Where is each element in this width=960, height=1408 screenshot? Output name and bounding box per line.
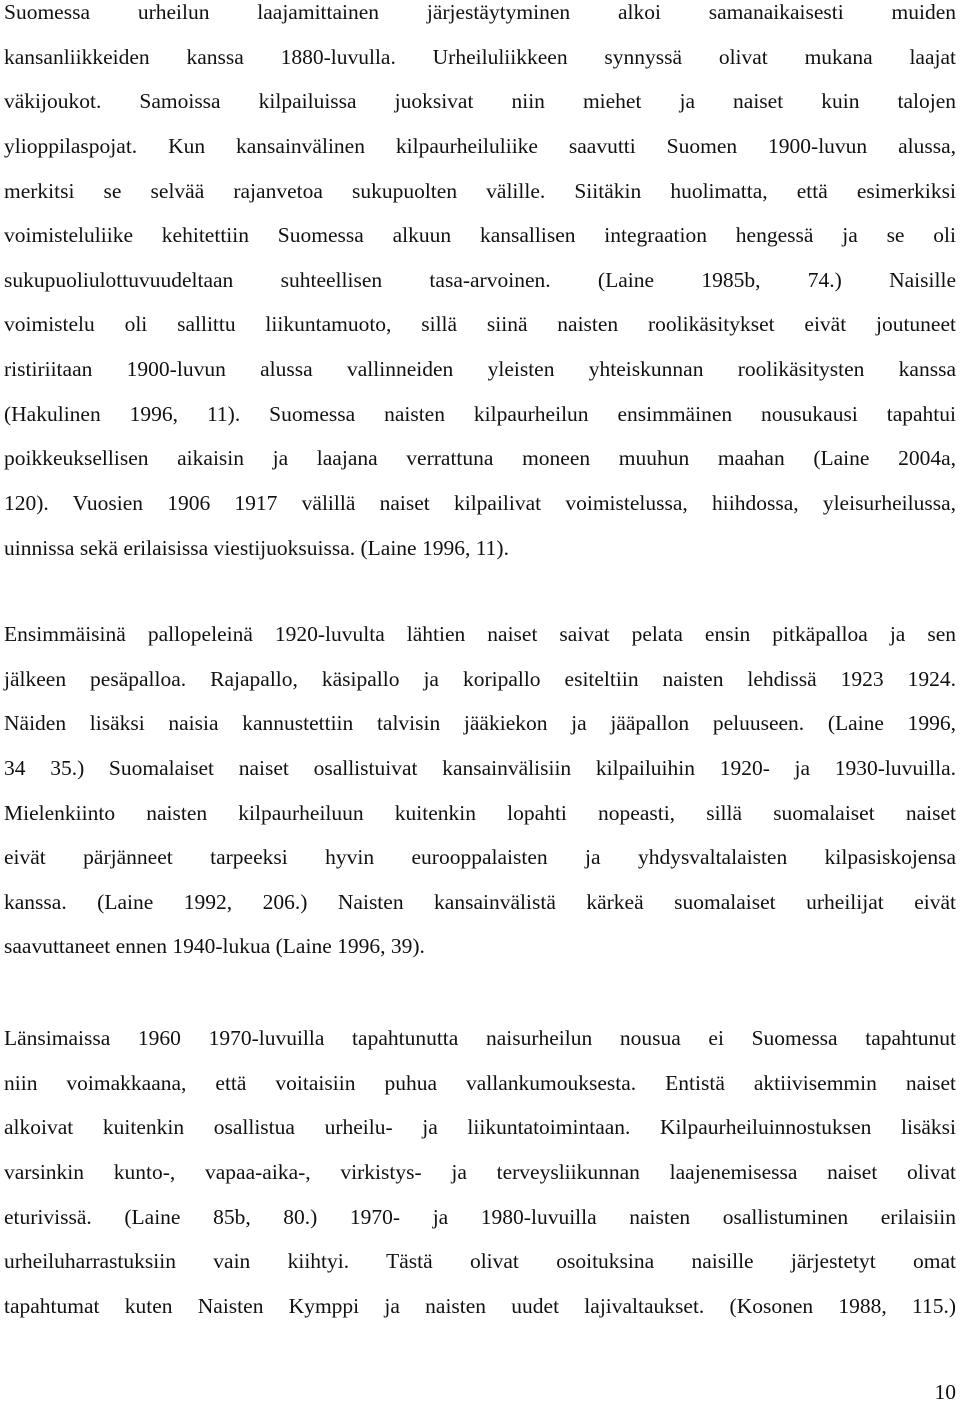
text-line: jälkeen pesäpalloa. Rajapallo, käsipallo ja koripallo esiteltiin naisten lehdissä 1923 1924.: [4, 666, 956, 691]
text-line: uinnissa sekä erilaisissa viestijuoksuissa. (Laine 1996, 11).: [4, 535, 509, 560]
text-line: saavuttaneet ennen 1940-lukua (Laine 1996, 39).: [4, 934, 425, 959]
text-line: eturivissä. (Laine 85b, 80.) 1970- ja 1980-luvuilla naisten osallistuminen erilaisiin: [4, 1204, 956, 1229]
text-line: Mielenkiinto naisten kilpaurheiluun kuitenkin lopahti nopeasti, sillä suomalaiset naiset: [4, 800, 956, 825]
text-line: varsinkin kunto-, vapaa-aika-, virkistys- ja terveysliikunnan laajenemisessa naiset olivat: [4, 1159, 956, 1184]
text-line: 34 35.) Suomalaiset naiset osallistuivat kansainvälisiin kilpailuihin 1920- ja 1930-luvuilla.: [4, 755, 956, 780]
paragraph-2: [4, 612, 956, 969]
text-line: Länsimaissa 1960 1970-luvuilla tapahtunutta naisurheilun nousua ei Suomessa tapahtunut: [4, 1026, 956, 1050]
text-line: väkijoukot. Samoissa kilpailuissa juoksivat niin miehet ja naiset kuin talojen: [4, 89, 956, 114]
text-line: Ensimmäisinä pallopeleinä 1920-luvulta lähtien naiset saivat pelata ensin pitkäpalloa ja sen: [4, 622, 956, 646]
text-line: kanssa. (Laine 1992, 206.) Naisten kansainvälistä kärkeä suomalaiset urheilijat eivät: [4, 889, 956, 914]
text-line: kansanliikkeiden kanssa 1880-luvulla. Urheiluliikkeen synnyssä olivat mukana laajat: [4, 44, 956, 69]
page-number: 10: [934, 1380, 956, 1404]
text-line: alkoivat kuitenkin osallistua urheilu- ja liikuntatoimintaan. Kilpaurheiluinnostuksen lisäksi: [4, 1115, 956, 1140]
text-line: ylioppilaspojat. Kun kansainvälinen kilpaurheiluliike saavutti Suomen 1900-luvun alussa,: [4, 133, 956, 158]
text-line: eivät pärjänneet tarpeeksi hyvin eurooppalaisten ja yhdysvaltalaisten kilpasiskojensa: [4, 845, 956, 870]
text-line: 120). Vuosien 1906 1917 välillä naiset kilpailivat voimistelussa, hiihdossa, yleisurheilussa,: [4, 491, 956, 516]
text-line: niin voimakkaana, että voitaisiin puhua vallankumouksesta. Entistä aktiivisemmin naiset: [4, 1070, 956, 1095]
text-line: merkitsi se selvää rajanvetoa sukupuolten välille. Siitäkin huolimatta, että esimerkiksi: [4, 178, 956, 203]
text-line: voimisteluliike kehitettiin Suomessa alkuun kansallisen integraation hengessä ja se oli: [4, 223, 956, 248]
text-line: tapahtumat kuten Naisten Kymppi ja naisten uudet lajivaltaukset. (Kosonen 1988, 115.): [4, 1293, 956, 1318]
text-line: sukupuoliulottuvuudeltaan suhteellisen tasa-arvoinen. (Laine 1985b, 74.) Naisille: [4, 267, 956, 292]
text-line: ristiriitaan 1900-luvun alussa vallinneiden yleisten yhteiskunnan roolikäsitysten kanssa: [4, 357, 956, 382]
text-line: Näiden lisäksi naisia kannustettiin talvisin jääkiekon ja jääpallon peluuseen. (Laine 1996,: [4, 711, 956, 736]
text-line: (Hakulinen 1996, 11). Suomessa naisten kilpaurheilun ensimmäinen nousukausi tapahtui: [4, 401, 956, 426]
paragraph-3: [4, 1016, 956, 1328]
text-line: poikkeuksellisen aikaisin ja laajana verrattuna moneen muuhun maahan (Laine 2004a,: [4, 446, 956, 471]
paragraph-1: [4, 0, 956, 570]
text-line: Suomessa urheilun laajamittainen järjestäytyminen alkoi samanaikaisesti muiden: [4, 0, 956, 24]
text-line: urheiluharrastuksiin vain kiihtyi. Tästä olivat osoituksina naisille järjestetyt omat: [4, 1249, 956, 1274]
text-line: voimistelu oli sallittu liikuntamuoto, sillä siinä naisten roolikäsitykset eivät joutuneet: [4, 312, 956, 337]
